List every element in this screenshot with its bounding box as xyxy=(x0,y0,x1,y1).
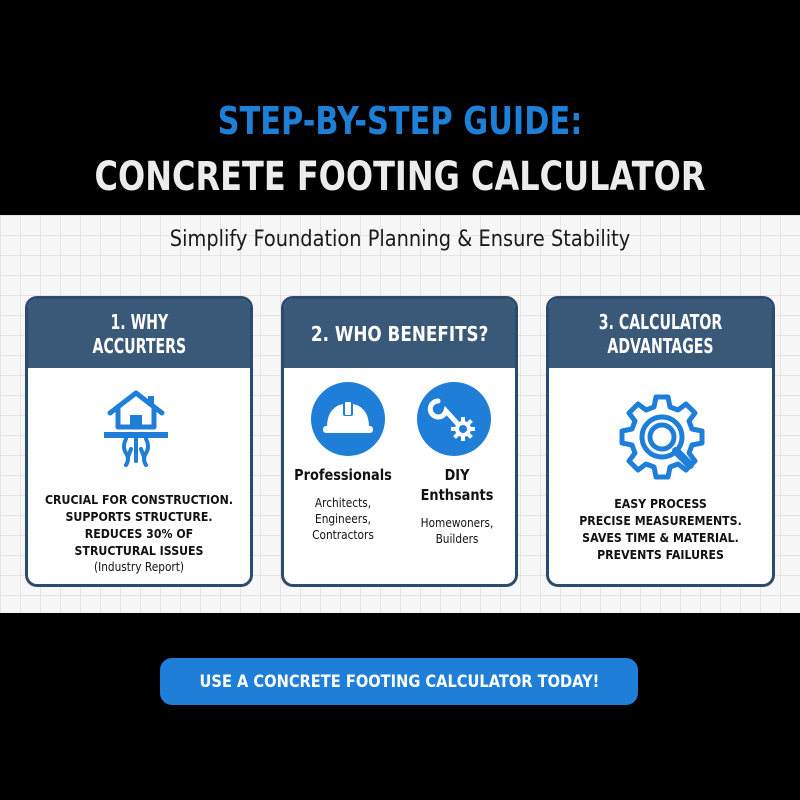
card-note: (Industry Report) xyxy=(93,560,185,574)
card-heading-line2: ACCURTERS xyxy=(92,333,186,358)
benefit-diy xyxy=(398,465,516,547)
card-line: STRUCTURAL ISSUES xyxy=(74,543,204,558)
page-title-line1: STEP-BY-STEP GUIDE: xyxy=(217,99,583,143)
card-heading-line1: 1. WHY xyxy=(110,309,168,334)
gear-magnifier-icon xyxy=(616,393,708,485)
card-why-accurate-header xyxy=(28,299,250,368)
hard-hat-icon xyxy=(310,381,386,457)
card-line: SUPPORTS STRUCTURE. xyxy=(65,509,213,524)
cta-button[interactable] xyxy=(160,658,638,705)
card-calculator-advantages-header xyxy=(549,299,772,368)
card-line: EASY PROCESS xyxy=(614,496,707,511)
card-heading: 2. WHO BENEFITS? xyxy=(310,321,489,346)
card-heading-line1: 3. CALCULATOR xyxy=(598,309,723,334)
wrench-gear-icon xyxy=(416,381,492,457)
benefit-professionals xyxy=(284,465,402,543)
card-line: REDUCES 30% OF xyxy=(84,526,194,541)
benefit-desc: Architects, Engineers, xyxy=(314,496,372,526)
card-line: PRECISE MEASUREMENTS. xyxy=(579,513,742,528)
page-subtitle: Simplify Foundation Planning & Ensure Stability xyxy=(169,227,631,252)
card-why-accurate xyxy=(25,296,253,587)
card-line: SAVES TIME & MATERIAL. xyxy=(582,530,739,545)
card-calculator-advantages xyxy=(546,296,775,587)
cta-button-label: USE A CONCRETE FOOTING CALCULATOR TODAY! xyxy=(199,671,599,692)
card-line: CRUCIAL FOR CONSTRUCTION. xyxy=(44,492,234,507)
benefit-desc: Homewoners, xyxy=(420,516,494,530)
house-foundation-icon xyxy=(100,387,180,467)
benefit-label: Professionals xyxy=(294,466,392,484)
card-who-benefits-header xyxy=(284,299,515,368)
benefit-label: DIY Enthsants xyxy=(420,466,494,504)
card-line: PREVENTS FAILURES xyxy=(597,547,724,562)
card-heading-line2: ADVANTAGES xyxy=(607,333,714,358)
card-who-benefits xyxy=(281,296,518,587)
page-title-line2: CONCRETE FOOTING CALCULATOR xyxy=(94,154,706,200)
card-calculator-advantages-text xyxy=(549,495,772,563)
benefit-desc: Contractors xyxy=(312,528,374,542)
card-why-accurate-text xyxy=(28,491,250,575)
benefit-desc: Builders xyxy=(435,532,479,546)
